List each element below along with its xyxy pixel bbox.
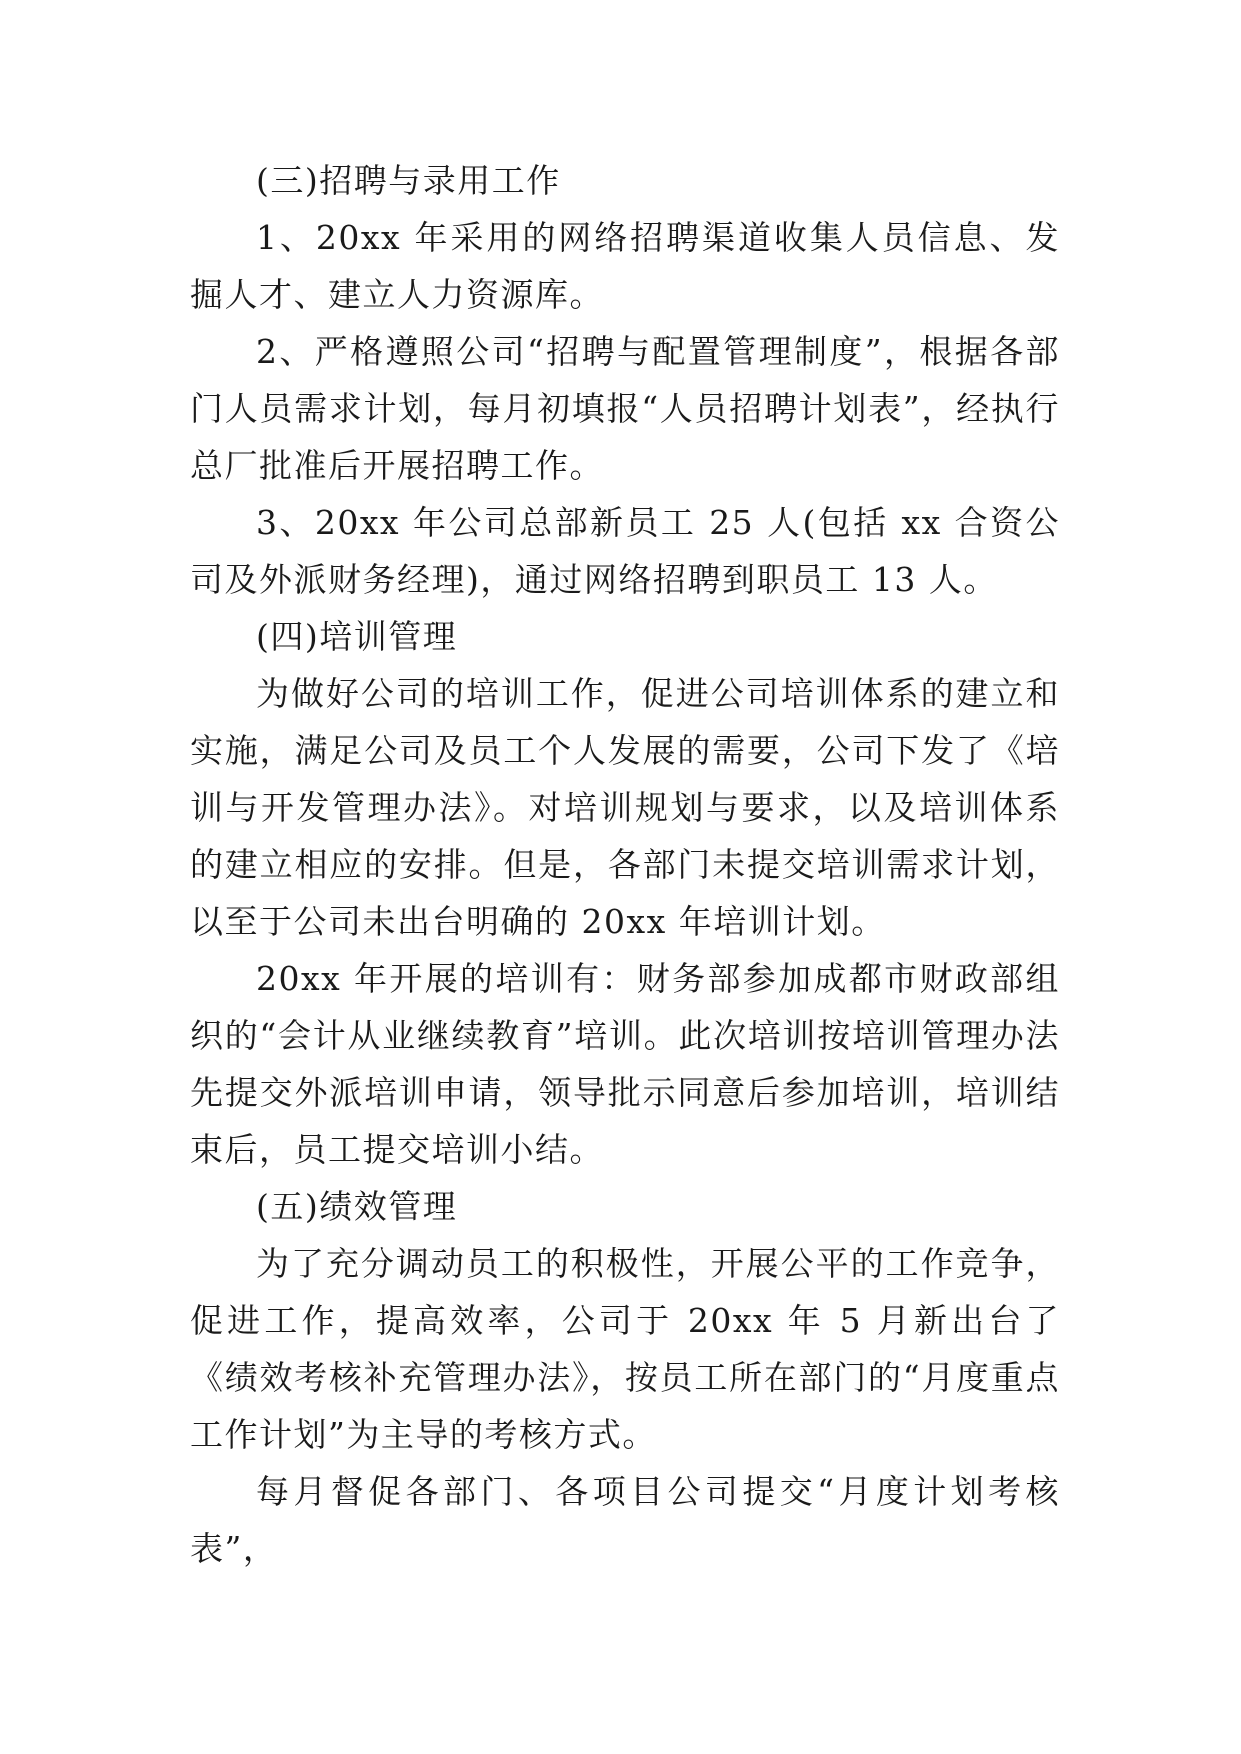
paragraph-recruitment-3: 3、20xx 年公司总部新员工 25 人(包括 xx 合资公司及外派财务经理)，通过网络招聘到职员工 13 人。 bbox=[190, 503, 1060, 599]
paragraph-training-1: 为做好公司的培训工作，促进公司培训体系的建立和实施，满足公司及员工个人发展的需要，公司下发了《培训与开发管理办法》。对培训规划与要求，以及培训体系的建立相应的安排。但是，各部门未提交培训需求计划，以至于公司未出台明确的 20xx 年培训计划。 bbox=[190, 674, 1060, 941]
paragraph-performance-2: 每月督促各部门、各项目公司提交“月度计划考核表”， bbox=[190, 1472, 1060, 1568]
paragraph-recruitment-2: 2、严格遵照公司“招聘与配置管理制度”，根据各部门人员需求计划，每月初填报“人员招聘计划表”，经执行总厂批准后开展招聘工作。 bbox=[190, 332, 1060, 485]
paragraph-performance-1: 为了充分调动员工的积极性，开展公平的工作竞争，促进工作，提高效率，公司于 20xx 年 5 月新出台了《绩效考核补充管理办法》，按员工所在部门的“月度重点工作计划”为主导的考核方式。 bbox=[190, 1244, 1060, 1454]
section-heading-recruitment: (三)招聘与录用工作 bbox=[256, 161, 561, 200]
paragraph-training-2: 20xx 年开展的培训有：财务部参加成都市财政部组织的“会计从业继续教育”培训。此次培训按培训管理办法先提交外派培训申请，领导批示同意后参加培训，培训结束后，员工提交培训小结。 bbox=[190, 959, 1060, 1169]
section-heading-performance: (五)绩效管理 bbox=[256, 1187, 458, 1226]
section-heading-training: (四)培训管理 bbox=[256, 617, 458, 656]
paragraph-recruitment-1: 1、20xx 年采用的网络招聘渠道收集人员信息、发掘人才、建立人力资源库。 bbox=[190, 218, 1060, 314]
document-body bbox=[190, 152, 1060, 1577]
